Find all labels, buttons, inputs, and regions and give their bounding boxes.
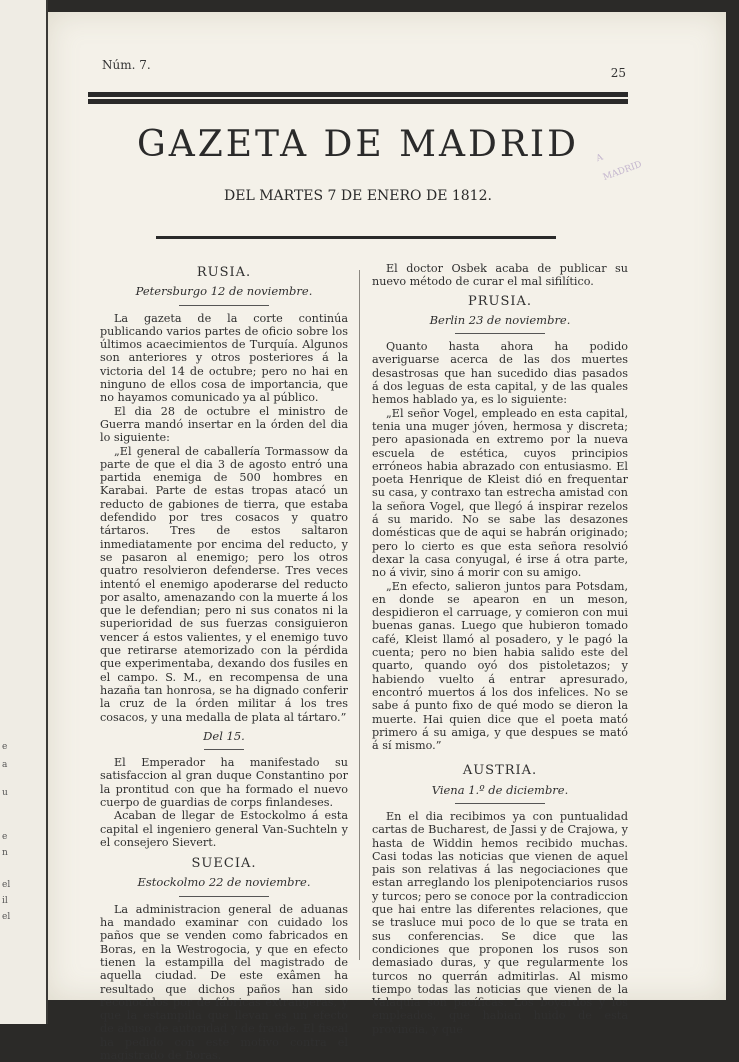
- paragraph: La gazeta de la corte continúa publicando varios partes de oficio sobre los últimos acaecimientos de Turquía. Algunos son anteriores y otros posteriores á la victoria del 14 de octubre; pero no hai en ninguno de ellos cosa de importancia, que no hayamos comunicado ya al público.: [100, 311, 348, 405]
- spine-fragment: a: [2, 760, 8, 770]
- dateline: Estockolmo 22 de noviembre.: [137, 875, 311, 890]
- paragraph: El doctor Osbek acaba de publicar su nuevo método de curar el mal sifilítico.: [372, 262, 628, 289]
- spine-fragment: el: [2, 912, 11, 922]
- short-rule: [204, 749, 244, 750]
- spine-fragment: u: [2, 788, 8, 798]
- right-column: [372, 262, 628, 1036]
- short-rule: [455, 803, 545, 804]
- newspaper-page: [48, 12, 726, 1062]
- left-page-edge: [0, 0, 48, 1024]
- issue-date: DEL MARTES 7 DE ENERO DE 1812.: [224, 188, 492, 204]
- spine-fragment: el: [2, 880, 11, 890]
- spine-fragment: il: [2, 896, 8, 906]
- section-title: PRUSIA.: [467, 293, 533, 309]
- paragraph: En el dia recibimos ya con puntualidad cartas de Bucharest, de Jassi y de Crajowa, y hasta de Widdin hemos recibido muchas. Casi todas las noticias que vienen de aquel pais son relativas á las negociaciones que estan arreglando los plenipotenciarios rusos y turcos; pero se conoce por la contradiccion que hai entre las diferentes relaciones, que se trasluce mui poco de lo que se trata en sus conferencias. Se dice que las condiciones que proponen los rusos son demasiado duras, y que regularmente los turcos no querrán admitirlas. Al mismo tiempo todas las noticias que vienen de la Valaquia son pacíficas. Los boyardos y los empleados, que habian huido de esta provincia, y que: [372, 809, 628, 1036]
- paragraph: „El general de caballería Tormassow da parte de que el dia 3 de agosto entró una partida enemiga de 500 hombres en Karabai. Parte de estas tropas atacó un reducto de gabiones de tierra, que estaba defendido por tres cosacos y quatro tártaros. Tres de estos saltaron inmediatamente por encima del reducto, y se pasaron al enemigo; pero los otros quatro resolvieron defenderse. Tres veces intentó el enemigo apoderarse del reducto por asalto, amenazando con la muerte á los que le defendian; pero ni sus conatos ni la superioridad de sus fuerzas consiguieron vencer á estos valientes, y el enemigo tuvo que retirarse atemorizado con la pérdida que experimentaba, dexando dos fusiles en el campo. S. M., en recompensa de una hazaña tan honrosa, se ha dignado conferir la cruz de la órden militar á los tres cosacos, y una medalla de plata al tártaro.”: [100, 444, 348, 724]
- paragraph: „En efecto, salieron juntos para Potsdam, en donde se apearon en un meson, despidieron el carruage, y comieron con mui buenas ganas. Luego que hubieron tomado café, Kleist llamó al posadero, y le pagó la cuenta; pero no bien habia salido este del quarto, quando oyó dos pistoletazos; y habiendo vuelto á entrar apresurado, encontró muertos á los dos infelices. No se sabe á punto fixo de qué modo se dieron la muerte. Hai quien dice que el poeta mató primero á su amiga, y que despues se mató á sí mismo.”: [372, 579, 628, 753]
- short-rule: [455, 333, 545, 334]
- paragraph: La administracion general de aduanas ha mandado examinar con cuidado los paños que se venden como fabricados en Boras, en la Westrogocia, y que en efecto tienen la estampilla del magistrado de aquella ciudad. De este exâmen ha resultado que dichos paños han sido reconocidos por de fábricas extrangeras, y que la estampilla que llevan es un efecto de abuso de autoridad y de fraude. El fiscal ha pedido con este motivo contra el magistrado de Boras.: [100, 902, 348, 1062]
- issue-number: Núm. 7.: [102, 58, 151, 72]
- left-column: [100, 262, 348, 1062]
- section-title: SUECIA.: [191, 856, 257, 872]
- section-title: RUSIA.: [196, 265, 252, 280]
- paragraph: Acaban de llegar de Estockolmo á esta capital el ingeniero general Van-Suchteln y el consejero Sievert.: [100, 809, 348, 849]
- dateline: Viena 1.º de diciembre.: [431, 782, 569, 797]
- dateline: Berlin 23 de noviembre.: [429, 312, 571, 327]
- date-rule: [156, 236, 556, 239]
- header-rule: [88, 92, 628, 104]
- short-rule: [179, 896, 269, 897]
- column-divider: [359, 270, 360, 960]
- spine-fragment: e: [2, 742, 8, 752]
- page-number: 25: [610, 66, 626, 80]
- paragraph: Quanto hasta ahora ha podido averiguarse acerca de las dos muertes desastrosas que han sucedido dias pasados á dos leguas de esta capital, y de las quales hemos hablado ya, es lo siguiente:: [372, 340, 628, 407]
- stamp-text: MADRID: [601, 159, 644, 183]
- section-title: AUSTRIA.: [462, 763, 538, 779]
- paragraph: „El señor Vogel, empleado en esta capital, tenia una muger jóven, hermosa y discreta; pero apasionada en extremo por la nueva escuela de estética, cuyos principios erróneos habia abrazado con entusiasmo. El poeta Henrique de Kleist dió en frequentar su casa, y contraxo tan estrecha amistad con la señora Vogel, que llegó á inspirar rezelos á su marido. No se sabe las desazones domésticas que de aqui se habrán originado; pero lo cierto es que esta señora resolvió dexar la casa conyugal, é irse á otra parte, no á vivir, sino á morir con su amigo.: [372, 406, 628, 580]
- paragraph: El Emperador ha manifestado su satisfaccion al gran duque Constantino por la prontitud con que ha formado el nuevo cuerpo de guardias de corps finlandeses.: [100, 756, 348, 809]
- dateline: Del 15.: [203, 728, 245, 743]
- stamp-text: A: [595, 152, 605, 165]
- masthead-title: GAZETA DE MADRID: [136, 124, 580, 165]
- short-rule: [179, 305, 269, 306]
- spine-fragment: e: [2, 832, 8, 842]
- dateline: Petersburgo 12 de noviembre.: [135, 284, 313, 299]
- spine-fragment: n: [2, 848, 8, 858]
- paragraph: El dia 28 de octubre el ministro de Guerra mandó insertar en la órden del dia lo siguiente:: [100, 404, 348, 445]
